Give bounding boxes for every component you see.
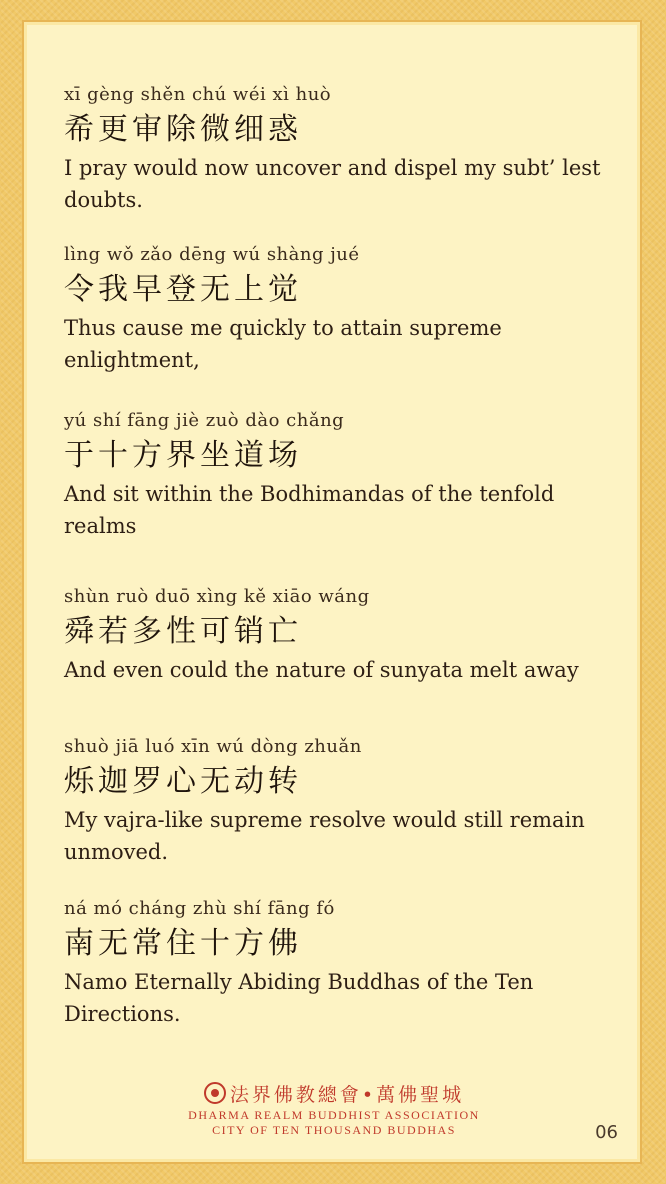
city-chinese: 萬佛聖城 (376, 1084, 465, 1106)
organization-footer (24, 1082, 644, 1138)
verse-pinyin: xī gèng shěn chú wéi xì huò (64, 84, 332, 105)
verse-5 (64, 734, 624, 868)
verse-chinese: 于十方界坐道场 (64, 438, 302, 473)
organization-chinese-name (24, 1082, 644, 1108)
verse-pinyin: shùn ruò duō xìng kě xiāo wáng (64, 586, 370, 607)
verse-pinyin: ná mó cháng zhù shí fāng fó (64, 898, 335, 919)
verse-pinyin: yú shí fāng jiè zuò dào chǎng (64, 410, 345, 431)
verse-chinese: 令我早登无上觉 (64, 272, 302, 307)
verse-6 (64, 896, 624, 1030)
page-number: 06 (595, 1122, 618, 1143)
verse-pinyin: shuò jiā luó xīn wú dòng zhuǎn (64, 736, 362, 757)
verse-pinyin: lìng wǒ zǎo dēng wú shàng jué (64, 244, 360, 265)
verse-3 (64, 408, 624, 542)
verse-chinese: 烁迦罗心无动转 (64, 764, 302, 799)
sutra-page (22, 20, 642, 1164)
city-english-name: CITY OF TEN THOUSAND BUDDHAS (212, 1123, 456, 1137)
verse-1 (64, 82, 624, 216)
verse-english: Namo Eternally Abiding Buddhas of the Ten Directions. (64, 970, 534, 1026)
verse-chinese: 舜若多性可销亡 (64, 614, 302, 649)
org-chinese: 法界佛教總會 (229, 1084, 362, 1106)
verse-english: And sit within the Bodhimandas of the tenfold realms (64, 482, 555, 538)
verse-english: And even could the nature of sunyata melt away (64, 658, 579, 682)
separator-dot: • (361, 1084, 377, 1106)
verse-chinese: 南无常住十方佛 (64, 926, 302, 961)
verse-english: My vajra-like supreme resolve would still remain unmoved. (64, 808, 585, 864)
verse-english: Thus cause me quickly to attain supreme enlightment, (64, 316, 502, 372)
org-english-name: DHARMA REALM BUDDHIST ASSOCIATION (188, 1108, 480, 1122)
verse-4 (64, 584, 624, 686)
dharma-wheel-icon (204, 1082, 226, 1104)
verse-2 (64, 242, 624, 376)
verse-chinese: 希更审除微细惑 (64, 112, 302, 147)
verse-english: I pray would now uncover and dispel my subt’ lest doubts. (64, 156, 601, 212)
